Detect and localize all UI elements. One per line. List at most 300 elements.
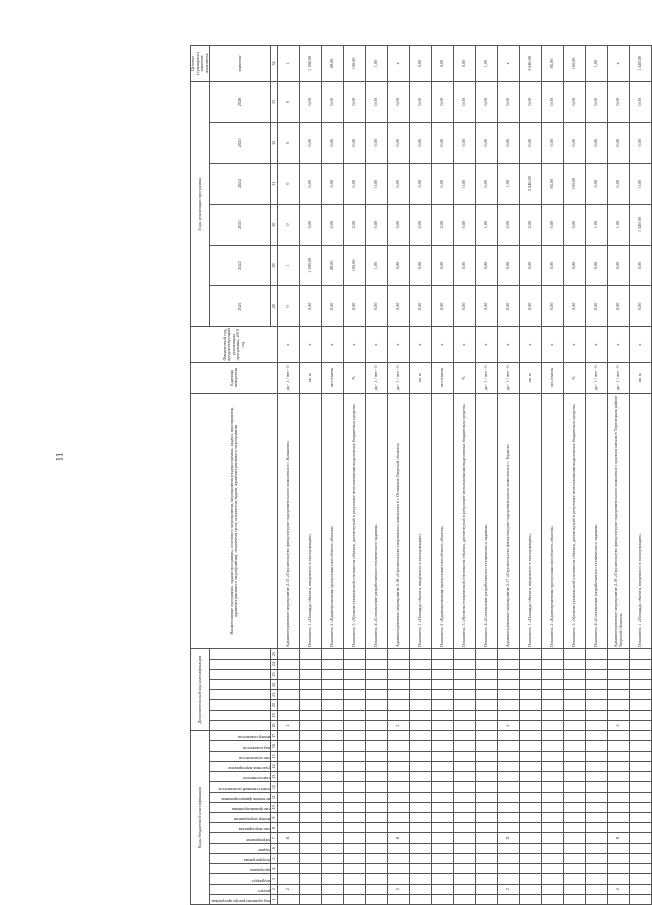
code-cell: [520, 853, 542, 863]
year-value: 0,00: [630, 245, 652, 286]
code-cell: [366, 720, 388, 730]
code-cell: [366, 710, 388, 720]
code-cell: [630, 720, 652, 730]
code-cell: [300, 864, 322, 874]
code-cell: [366, 690, 388, 700]
year-value: 0,00: [344, 122, 366, 163]
code-cell: [520, 761, 542, 771]
code-cell: [366, 772, 388, 782]
code-cell: [344, 649, 366, 659]
code-cell: [388, 843, 410, 853]
row-name: Административное мероприятие 2.17 «Строительство физкультурно-оздоровительного комплекса в г. Торжок»: [498, 393, 520, 649]
code-cell: [300, 772, 322, 782]
final-value: 85,00: [542, 46, 564, 82]
code-cell: [410, 813, 432, 823]
code-cell: [454, 751, 476, 761]
code-cell: [520, 772, 542, 782]
header-row-1: [191, 46, 210, 905]
code-cell: [388, 659, 410, 669]
code-cell: [476, 700, 498, 710]
code-col-label: тип финансирования: [210, 802, 271, 812]
code-cell: [366, 853, 388, 863]
code-cell: [564, 720, 586, 730]
code-cell: [410, 669, 432, 679]
column-index: 18: [271, 720, 278, 730]
code-cell: [410, 690, 432, 700]
code-cell: [432, 823, 454, 833]
code-cell: [630, 802, 652, 812]
code-cell: [520, 649, 542, 659]
code-cell: [366, 731, 388, 741]
code-cell: [608, 823, 630, 833]
year-value: 1,00: [476, 204, 498, 245]
code-cell: [586, 659, 608, 669]
code-cell: [564, 823, 586, 833]
code-cell: [322, 669, 344, 679]
code-cell: [542, 680, 564, 690]
row-fin-year: х: [564, 327, 586, 363]
code-cell: [410, 823, 432, 833]
code-cell: [520, 700, 542, 710]
year-value: 0,00: [322, 204, 344, 245]
year-value: 0,00: [498, 81, 520, 122]
code-cell: [476, 680, 498, 690]
code-cell: [520, 874, 542, 884]
row-unit: да - 1 / нет - 0: [278, 363, 300, 394]
year-value: 100,00: [564, 163, 586, 204]
table-row: [432, 46, 454, 905]
code-cell: [344, 884, 366, 894]
code-cell: [608, 751, 630, 761]
code-cell: [608, 710, 630, 720]
year-value: 0,00: [454, 163, 476, 204]
row-name: Показатель 1 «Площадь объекта, введенного в эксплуатацию»: [630, 393, 652, 649]
code-cell: [564, 751, 586, 761]
code-cell: [608, 813, 630, 823]
table-sheet: [190, 45, 645, 905]
year-value: 1 549,00: [630, 204, 652, 245]
code-col-label: соисполнитель: [210, 772, 271, 782]
final-value: х: [388, 46, 410, 82]
code-cell: [630, 649, 652, 659]
table-row: [388, 46, 410, 905]
year-value: 0,00: [476, 163, 498, 204]
code-cell: X: [278, 833, 300, 843]
code-cell: [278, 894, 300, 904]
header-years: Годы реализации программы: [191, 81, 210, 326]
row-fin-year: х: [278, 327, 300, 363]
table-row: [630, 46, 652, 905]
row-name: Показатель 2 «Единовременная пропускная способность объекта»: [322, 393, 344, 649]
code-cell: [388, 710, 410, 720]
year-value: 0,00: [586, 122, 608, 163]
code-cell: [586, 894, 608, 904]
year-value: 1,00: [366, 245, 388, 286]
year-value: 0,00: [454, 81, 476, 122]
code-cell: [278, 710, 300, 720]
final-value: 1,00: [366, 46, 388, 82]
year-value: 0,00: [410, 245, 432, 286]
code-cell: [454, 823, 476, 833]
code-cell: [300, 792, 322, 802]
code-col-label: [210, 659, 271, 669]
code-cell: [586, 741, 608, 751]
year-value: 0,00: [564, 286, 586, 327]
year-value: 0,00: [630, 286, 652, 327]
code-cell: [300, 823, 322, 833]
year-value: 0,00: [322, 163, 344, 204]
code-cell: [300, 813, 322, 823]
year-value: 0,00: [498, 286, 520, 327]
code-cell: [300, 853, 322, 863]
code-cell: 2: [278, 720, 300, 730]
code-cell: [410, 843, 432, 853]
code-cell: [344, 659, 366, 669]
table-row: [344, 46, 366, 905]
row-name: Административное мероприятие 2.16 «Строительство спортивного комплекса в г. Осташков Тверской области»: [388, 393, 410, 649]
code-cell: [322, 884, 344, 894]
code-cell: X: [498, 833, 520, 843]
code-cell: [388, 761, 410, 771]
code-cell: [564, 700, 586, 710]
code-cell: [498, 659, 520, 669]
code-cell: [278, 751, 300, 761]
code-col-label: подпрограмма: [210, 853, 271, 863]
code-cell: [608, 731, 630, 741]
table-row: [476, 46, 498, 905]
code-cell: [322, 782, 344, 792]
code-cell: [520, 690, 542, 700]
year-label: 2026: [210, 81, 271, 122]
code-cell: [564, 864, 586, 874]
code-cell: [520, 669, 542, 679]
code-cell: [520, 680, 542, 690]
row-fin-year: х: [366, 327, 388, 363]
code-cell: [476, 792, 498, 802]
column-index: 22: [271, 680, 278, 690]
code-cell: [300, 649, 322, 659]
code-cell: [542, 751, 564, 761]
code-cell: [520, 843, 542, 853]
code-cell: [454, 884, 476, 894]
year-value: 0,00: [586, 163, 608, 204]
column-index: 34: [271, 46, 278, 82]
code-cell: [630, 680, 652, 690]
year-value: 0,00: [520, 286, 542, 327]
table-row: [498, 46, 520, 905]
column-index: 8: [271, 823, 278, 833]
code-cell: [476, 690, 498, 700]
code-cell: [410, 874, 432, 884]
year-value: 0,00: [476, 245, 498, 286]
table-row: [322, 46, 344, 905]
code-cell: [366, 833, 388, 843]
code-cell: [476, 833, 498, 843]
code-cell: [432, 884, 454, 894]
code-cell: [498, 802, 520, 812]
code-cell: X: [388, 833, 410, 843]
code-cell: [432, 720, 454, 730]
code-cell: [608, 669, 630, 679]
row-name: Показатель 1 «Площадь объекта, введенного в эксплуатацию»: [520, 393, 542, 649]
code-cell: [344, 864, 366, 874]
year-value: 0,00: [520, 81, 542, 122]
code-cell: [454, 874, 476, 884]
code-cell: [586, 680, 608, 690]
code-col-label: [210, 710, 271, 720]
code-cell: [630, 833, 652, 843]
code-cell: [278, 690, 300, 700]
code-cell: [410, 782, 432, 792]
code-cell: [454, 700, 476, 710]
code-cell: [520, 710, 542, 720]
code-cell: [608, 680, 630, 690]
table-row: [454, 46, 476, 905]
year-value: 0,00: [410, 286, 432, 327]
column-index: 33: [271, 81, 278, 122]
code-cell: [542, 710, 564, 720]
code-cell: [608, 874, 630, 884]
code-cell: [388, 772, 410, 782]
code-cell: [388, 741, 410, 751]
year-label: 2025: [210, 122, 271, 163]
code-cell: [278, 700, 300, 710]
code-col-label: [210, 669, 271, 679]
code-cell: [454, 659, 476, 669]
code-cell: [388, 649, 410, 659]
year-value: 0,00: [630, 163, 652, 204]
year-value: 0,00: [388, 163, 410, 204]
year-value: 0,00: [366, 81, 388, 122]
code-cell: 2: [608, 720, 630, 730]
year-value: 0,00: [388, 245, 410, 286]
column-index: 16: [271, 741, 278, 751]
final-value: х: [498, 46, 520, 82]
code-cell: [630, 884, 652, 894]
code-col-label: источник финансирования: [210, 792, 271, 802]
column-index: 11: [271, 792, 278, 802]
code-cell: [520, 864, 542, 874]
code-cell: [498, 751, 520, 761]
code-cell: [366, 700, 388, 710]
year-value: 0,00: [454, 245, 476, 286]
code-cell: [432, 700, 454, 710]
table-row: [564, 46, 586, 905]
code-cell: [410, 649, 432, 659]
code-cell: [608, 772, 630, 782]
code-cell: [454, 649, 476, 659]
code-cell: [454, 761, 476, 771]
year-value: 0,00: [454, 122, 476, 163]
code-cell: [300, 720, 322, 730]
code-cell: [542, 700, 564, 710]
year-value: 85,00: [542, 163, 564, 204]
row-fin-year: х: [454, 327, 476, 363]
code-col-label: программа: [210, 864, 271, 874]
code-cell: [564, 874, 586, 884]
code-cell: [454, 710, 476, 720]
code-cell: [608, 649, 630, 659]
final-unit-label: значение: [210, 46, 271, 82]
code-cell: [322, 680, 344, 690]
code-cell: [454, 782, 476, 792]
year-value: 0,00: [586, 245, 608, 286]
code-cell: [498, 874, 520, 884]
code-cell: [432, 680, 454, 690]
year-label: 2023: [210, 204, 271, 245]
code-cell: [322, 823, 344, 833]
code-cell: [322, 761, 344, 771]
row-name: Показатель 2 «Единовременная пропускная способность объекта»: [432, 393, 454, 649]
final-value: 3 040,00: [520, 46, 542, 82]
code-cell: [608, 864, 630, 874]
table-row: [520, 46, 542, 905]
code-cell: [454, 731, 476, 741]
code-cell: [278, 813, 300, 823]
code-cell: [586, 823, 608, 833]
code-cell: [278, 823, 300, 833]
year-value: 0,00: [564, 245, 586, 286]
code-cell: [344, 690, 366, 700]
code-cell: [366, 802, 388, 812]
code-cell: [586, 843, 608, 853]
code-cell: [564, 659, 586, 669]
code-cell: [344, 731, 366, 741]
code-cell: [542, 894, 564, 904]
year-value: 0,00: [476, 81, 498, 122]
code-cell: [344, 751, 366, 761]
row-fin-year: х: [388, 327, 410, 363]
year-value: 0,00: [410, 204, 432, 245]
code-cell: [586, 669, 608, 679]
code-cell: [586, 782, 608, 792]
code-cell: [432, 864, 454, 874]
code-cell: 2: [608, 884, 630, 894]
row-fin-year: х: [586, 327, 608, 363]
code-cell: [322, 659, 344, 669]
year-value: 1,00: [608, 204, 630, 245]
year-value: 0,00: [542, 204, 564, 245]
code-cell: [300, 802, 322, 812]
row-unit: %: [454, 363, 476, 394]
code-cell: [454, 680, 476, 690]
code-cell: [278, 843, 300, 853]
code-cell: [520, 894, 542, 904]
year-value: 0,00: [410, 122, 432, 163]
row-unit: да - 1 / нет - 0: [586, 363, 608, 394]
code-cell: [520, 802, 542, 812]
code-cell: [300, 741, 322, 751]
code-cell: [410, 710, 432, 720]
code-cell: [520, 741, 542, 751]
year-value: 0,00: [454, 286, 476, 327]
row-fin-year: х: [432, 327, 454, 363]
year-value: 0,00: [630, 122, 652, 163]
code-cell: [454, 843, 476, 853]
code-cell: [630, 710, 652, 720]
year-value: 0: [278, 81, 300, 122]
code-cell: [520, 792, 542, 802]
row-fin-year: х: [630, 327, 652, 363]
code-cell: [608, 894, 630, 904]
year-value: 0,00: [608, 122, 630, 163]
code-cell: [586, 772, 608, 782]
header-final: Целевое (суммарное) значение показателя: [191, 46, 210, 82]
year-value: 0,00: [410, 81, 432, 122]
code-cell: [498, 690, 520, 700]
code-cell: [454, 802, 476, 812]
code-cell: [432, 761, 454, 771]
column-index: 21: [271, 690, 278, 700]
code-cell: [608, 690, 630, 700]
year-value: 0,00: [388, 122, 410, 163]
code-cell: [608, 741, 630, 751]
code-cell: [542, 792, 564, 802]
final-value: 49,00: [322, 46, 344, 82]
column-index: 17: [271, 731, 278, 741]
code-cell: [630, 792, 652, 802]
column-index: 4: [271, 864, 278, 874]
final-value: 1 188,00: [300, 46, 322, 82]
column-index: 2: [271, 884, 278, 894]
code-cell: [410, 853, 432, 863]
code-cell: [542, 782, 564, 792]
code-cell: [586, 649, 608, 659]
code-cell: [410, 720, 432, 730]
code-cell: [586, 720, 608, 730]
code-cell: [410, 772, 432, 782]
code-cell: [410, 680, 432, 690]
column-index: 30: [271, 204, 278, 245]
column-index: 15: [271, 751, 278, 761]
code-col-label: подраздел: [210, 874, 271, 884]
code-cell: [322, 772, 344, 782]
year-value: 0,00: [476, 122, 498, 163]
code-cell: [630, 669, 652, 679]
code-cell: [432, 813, 454, 823]
code-cell: [366, 874, 388, 884]
code-cell: [476, 894, 498, 904]
code-cell: [498, 843, 520, 853]
code-cell: [410, 894, 432, 904]
code-cell: [366, 843, 388, 853]
code-col-label: код администратора программы: [210, 894, 271, 904]
code-cell: [322, 700, 344, 710]
code-cell: [542, 761, 564, 771]
code-cell: [498, 792, 520, 802]
code-cell: [564, 813, 586, 823]
code-cell: [520, 813, 542, 823]
code-cell: [476, 659, 498, 669]
row-fin-year: х: [410, 327, 432, 363]
row-name: Показатель 1 «Площадь объекта, введенного в эксплуатацию»: [300, 393, 322, 649]
code-cell: [300, 680, 322, 690]
code-col-label: задача: [210, 843, 271, 853]
code-cell: [322, 731, 344, 741]
year-value: 0,00: [388, 81, 410, 122]
header-fin: Финансовый год, предшествующий реализации программы, 2019 год: [191, 327, 278, 363]
code-cell: [300, 843, 322, 853]
code-cell: [520, 659, 542, 669]
code-cell: [410, 864, 432, 874]
header-unit: Единица измерения: [191, 363, 278, 394]
code-cell: [542, 843, 564, 853]
code-cell: [542, 884, 564, 894]
rotated-table-container: [190, 45, 645, 905]
year-value: 0,00: [322, 122, 344, 163]
code-cell: [542, 731, 564, 741]
year-value: 0,00: [300, 204, 322, 245]
